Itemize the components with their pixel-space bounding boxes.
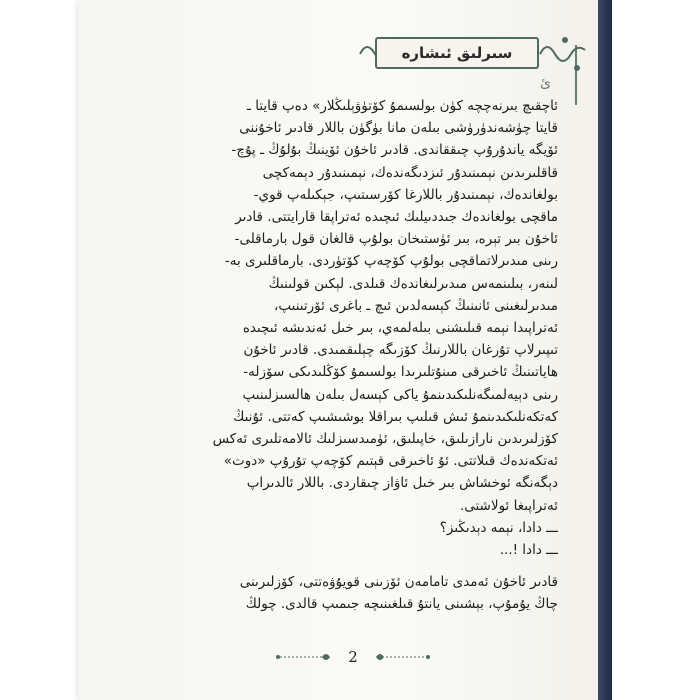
text-line: تىپىرلاپ تۇرغان باللارنىڭ كۆزىگە چېلىقمىدى. قادىر ئاخۇن	[243, 342, 558, 359]
text-line: رىنى دېيەلمىگەنلىكىدىنمۇ ياكى كېسەل بىلەن ھالسىزلىنىپ	[242, 386, 558, 403]
text-line: قاقلىرىدىن نېمىنىدۇر ئىزدىگەندەك، نېمىنىدۇر دېمەكچى	[262, 164, 558, 181]
text-line: قايتا چۈشەندۈرۈشى بىلەن مانا بۈگۈن باللار قادىر ئاخۇننى	[239, 120, 558, 137]
text-line: مىدىرلىغىنى ئانىنىڭ كېسەلدىن ئىچ ـ باغرى ئۆرتىنىپ،	[274, 297, 558, 314]
paragraph-gap	[118, 561, 558, 571]
footer-ornament-right-icon	[372, 649, 432, 665]
text-line: ھاياتىنىڭ ئاخىرقى مىنۇتلىرىدا بولسىمۇ كۆڭلىدىكى سۆزلە-	[243, 364, 558, 381]
text-line: چاڭ يۇمۇپ، بېشىنى يانتۇ قىلغىنىچە جىمىپ قالدى. چولڭ	[245, 596, 558, 613]
text-line: دېگەنگە ئوخشاش بىر خىل ئاۋاز چىقاردى. باللار ئالدىراپ	[246, 475, 558, 492]
text-line: كەتكەنلىكىدىنمۇ ئىش قىلىپ بىراقلا بوشىشىپ كەتتى. ئۇنىڭ	[233, 408, 558, 425]
text-line: ئاچقىچ بىرنەچچە كۈن بولسىمۇ كۆتۈۋېلىڭلار» دەپ قايتا ـ	[246, 98, 558, 114]
footer-ornament-left-icon	[274, 649, 334, 665]
text-line: ئەتراپىغا ئولاشتى.	[459, 497, 558, 514]
chapter-title: سىرلىق ئىشارە	[375, 37, 539, 69]
text-line: ئۆيگە ياندۇرۇپ چىققاندى. قادىر ئاخۇن ئۆينىڭ بۇلۇڭ ـ پۇچ-	[231, 142, 558, 159]
dialogue-line: ـــ دادا !...	[499, 542, 558, 559]
book-cover-edge	[598, 0, 612, 700]
text-line: ئەتكەندەك قىلاتتى. ئۇ ئاخىرقى قېتىم كۆچەپ تۇرۇپ «دوت»	[223, 453, 558, 470]
dialogue-line: ـــ دادا، نېمە دېدىڭىز؟	[439, 519, 558, 536]
text-line: ئاخۇن بىر تېرە، بىر ئۈستىخان بولۇپ قالغان قول بارماقلى-	[234, 231, 558, 248]
text-line: بولغاندەك، نېمىنىدۇر باللارغا كۆرسىتىپ، جېكىلەپ قوي-	[253, 186, 558, 203]
page-number: 2	[348, 648, 358, 666]
text-line: ماقچى بولغاندەك جىددىيلىك ئىچىدە ئەتراپقا قارايتتى. قادىر	[235, 209, 558, 226]
side-margin-mark: ئ	[540, 75, 551, 91]
body-text	[118, 95, 558, 616]
text-line: رىنى مىدىرلاتماقچى بولۇپ كۆچەپ كۆتۈردى. بارماقلىرى بە-	[224, 253, 558, 270]
text-line: ئەتراپىدا نېمە قىلىشنى بىلەلمەي، بىر خىل ئەندىشە ئىچىدە	[242, 320, 558, 337]
text-line: كۆزلىرىدىن نارازىلىق، خاپىلىق، ئۈمىدسىزلىك ئالامەتلىرى ئەكس	[212, 431, 558, 448]
text-line: لىنەر، بىلىنمەس مىدىرلىغاندەك قىلدى. لېكىن قولىنىڭ	[268, 275, 558, 292]
text-line: قادىر ئاخۇن ئەمدى تامامەن ئۆزىنى قويۇۋەتتى، كۆزلىرىنى	[239, 574, 558, 591]
page-footer	[268, 644, 438, 670]
